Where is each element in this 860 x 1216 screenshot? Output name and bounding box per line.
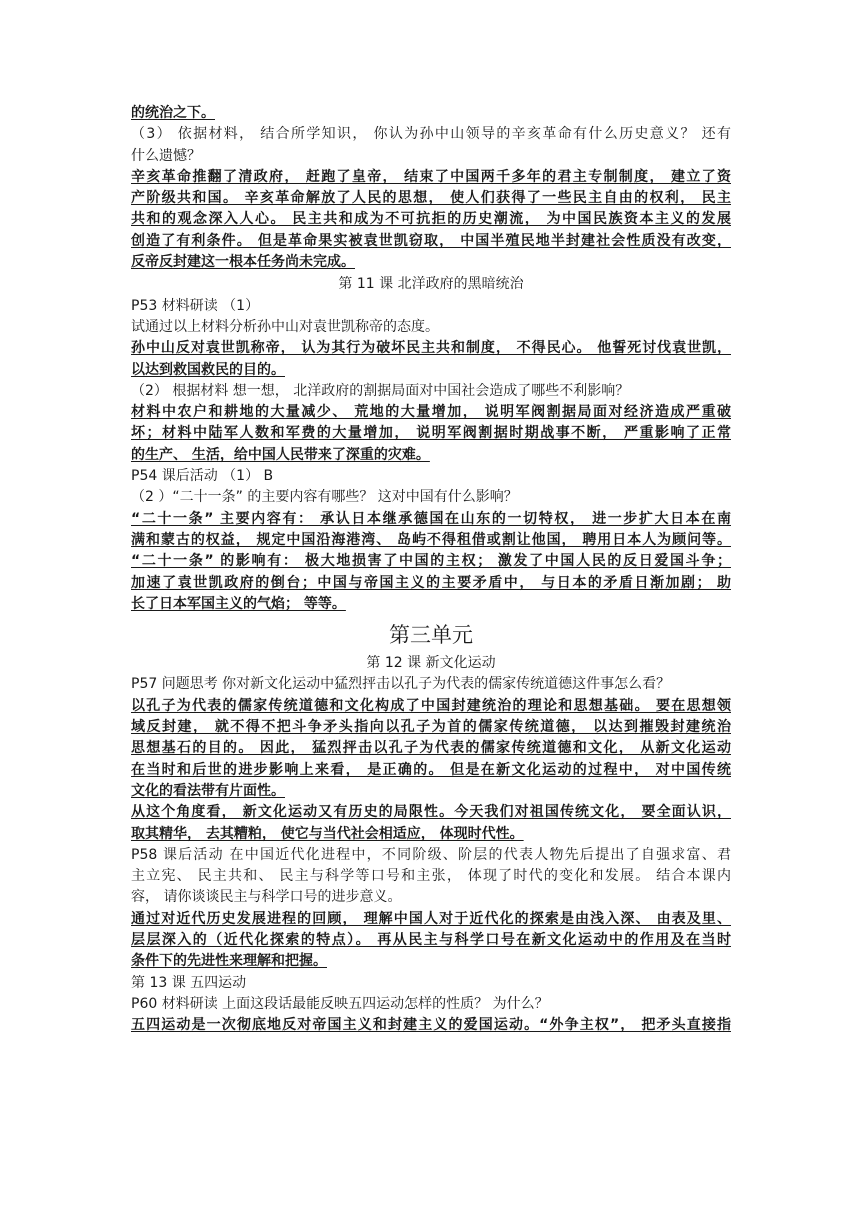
- document-page: [131, 103, 731, 1036]
- answer-line: 共和的观念深入人心。 民主共和成为不可抗拒的历史潮流， 为中国民族资本主义的发展: [131, 211, 731, 228]
- answer-line: “二十一条” 主要内容有： 承认日本继承德国在山东的一切特权， 进一步扩大日本在南: [131, 510, 731, 527]
- unit-heading: 第三单元: [389, 623, 473, 648]
- answer-line: 创造了有利条件。 但是革命果实被袁世凯窃取， 中国半殖民地半封建社会性质没有改变，: [131, 232, 731, 249]
- answer-line: 域反封建， 就不得不把斗争矛头指向以孔子为首的儒家传统道德， 以达到摧毁封建统治: [131, 719, 731, 736]
- answer-line: 思想基石的目的。 因此， 猛烈抨击以孔子为代表的儒家传统道德和文化， 从新文化运动: [131, 740, 731, 757]
- lesson-title: 第 13 课 五四运动: [131, 974, 247, 991]
- answer-line: 层层深入的（近代化探索的特点）。 再从民主与科学口号在新文化运动中的作用及在当时: [131, 931, 731, 948]
- answer-line: 通过对近代历史发展进程的回顾， 理解中国人对于近代化的探索是由浅入深、 由表及里、: [131, 910, 731, 927]
- question-line: （2 ）“二十一条” 的主要内容有哪些？ 这对中国有什么影响？: [131, 489, 518, 506]
- answer-line: 以达到救国救民的目的。: [131, 361, 285, 378]
- answer-line: 条件下的先进性来理解和把握。: [131, 953, 327, 970]
- answer-line: 孙中山反对袁世凯称帝， 认为其行为破坏民主共和制度， 不得民心。 他誓死讨伐袁世凯，: [131, 340, 731, 357]
- question-line: 什么遗憾？: [131, 147, 201, 164]
- question-line: P60 材料研读 上面这段话最能反映五四运动怎样的性质？ 为什么？: [131, 995, 549, 1012]
- answer-line: 以孔子为代表的儒家传统道德和文化构成了中国封建统治的理论和思想基础。 要在思想领: [131, 697, 731, 714]
- answer-line: 从这个角度看， 新文化运动又有历史的局限性。今天我们对祖国传统文化， 要全面认识，: [131, 804, 731, 821]
- question-line: P54 课后活动 （1） B: [131, 468, 274, 485]
- answer-line: 五四运动是一次彻底地反对帝国主义和封建主义的爱国运动。“外争主权”， 把矛头直接指: [131, 1017, 731, 1034]
- lesson-title: 第 12 课 新文化运动: [366, 655, 496, 672]
- question-line: P57 问题思考 你对新文化运动中猛烈抨击以孔子为代表的儒家传统道德这件事怎么看？: [131, 676, 671, 693]
- question-line: 容， 请你谈谈民主与科学口号的进步意义。: [131, 889, 402, 906]
- answer-line: 材料中农户和耕地的大量减少、 荒地的大量增加， 说明军阀割据局面对经济造成严重破: [131, 404, 731, 421]
- answer-line: 的生产、 生活，给中国人民带来了深重的灾难。: [131, 446, 430, 463]
- question-line: 主立宪、 民主共和、 民主与科学等口号和主张， 体现了时代的变化和发展。 结合本课内: [131, 868, 731, 885]
- answer-line: 长了日本军国主义的气焰； 等等。: [131, 595, 346, 612]
- question-line: P58 课后活动 在中国近代化进程中，不同阶级、阶层的代表人物先后提出了自强求富、君: [131, 846, 731, 863]
- question-line: （2） 根据材料 想一想， 北洋政府的割据局面对中国社会造成了哪些不利影响？: [131, 382, 630, 399]
- answer-line: 坏；材料中陆军人数和军费的大量增加， 说明军阀割据时期战事不断， 严重影响了正常: [131, 425, 731, 442]
- answer-line: 在当时和后世的进步影响上来看， 是正确的。 但是在新文化运动的过程中， 对中国传统: [131, 761, 731, 778]
- answer-line: 反帝反封建这一根本任务尚未完成。: [131, 254, 355, 271]
- answer-line: “二十一条” 的影响有： 极大地损害了中国的主权； 激发了中国人民的反日爱国斗争；: [131, 553, 731, 570]
- answer-line: 产阶级共和国。 辛亥革命解放了人民的思想， 使人们获得了一些民主自由的权利， 民主: [131, 190, 731, 207]
- answer-line: 文化的看法带有片面性。: [131, 782, 285, 799]
- question-line: P53 材料研读 （1）: [131, 297, 260, 314]
- lesson-title: 第 11 课 北洋政府的黑暗统治: [338, 276, 524, 293]
- answer-line: 辛亥革命推翻了清政府， 赶跑了皇帝， 结束了中国两千多年的君主专制制度， 建立了资: [131, 168, 731, 185]
- answer-line: 的统治之下。: [131, 105, 215, 121]
- question-line: 试通过以上材料分析孙中山对袁世凯称帝的态度。: [131, 318, 439, 335]
- question-line: （3） 依据材料， 结合所学知识， 你认为孙中山领导的辛亥革命有什么历史意义？ 还有: [131, 126, 731, 143]
- answer-line: 取其精华， 去其糟粕， 使它与当代社会相适应， 体现时代性。: [131, 825, 524, 842]
- answer-line: 满和蒙古的权益， 规定中国沿海港湾、 岛屿不得租借或割让他国， 聘用日本人为顾问等。: [131, 531, 731, 548]
- answer-line: 加速了袁世凯政府的倒台；中国与帝国主义的主要矛盾中， 与日本的矛盾日渐加剧； 助: [131, 574, 731, 591]
